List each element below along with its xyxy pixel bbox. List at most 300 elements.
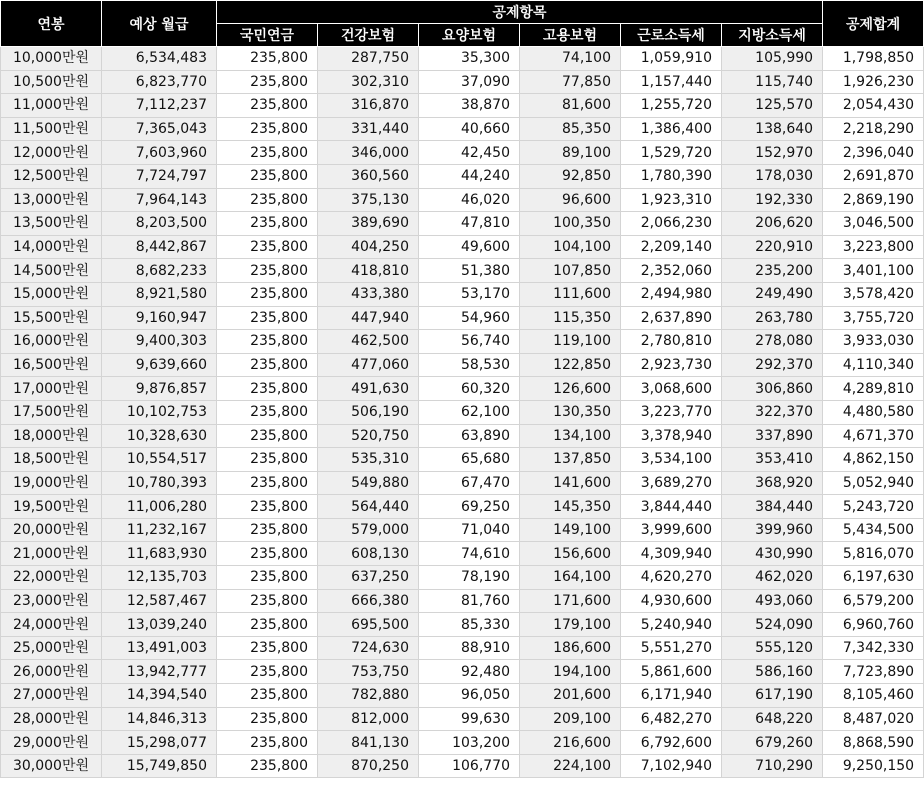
care-cell: 38,870 bbox=[419, 94, 520, 118]
salary-cell: 30,000만원 bbox=[1, 754, 102, 778]
income-tax-cell: 3,534,100 bbox=[621, 448, 722, 472]
table-body bbox=[1, 47, 924, 778]
health-cell: 491,630 bbox=[318, 377, 419, 401]
health-cell: 637,250 bbox=[318, 566, 419, 590]
table-row bbox=[1, 424, 924, 448]
table-row bbox=[1, 94, 924, 118]
monthly-cell: 14,394,540 bbox=[102, 684, 217, 708]
pension-cell: 235,800 bbox=[217, 212, 318, 236]
total-cell: 3,933,030 bbox=[823, 330, 924, 354]
care-cell: 74,610 bbox=[419, 542, 520, 566]
salary-cell: 16,000만원 bbox=[1, 330, 102, 354]
monthly-cell: 13,942,777 bbox=[102, 660, 217, 684]
monthly-cell: 15,298,077 bbox=[102, 731, 217, 755]
total-cell: 1,798,850 bbox=[823, 47, 924, 71]
employment-cell: 141,600 bbox=[520, 471, 621, 495]
local-tax-cell: 192,330 bbox=[722, 188, 823, 212]
care-cell: 67,470 bbox=[419, 471, 520, 495]
income-tax-cell: 6,482,270 bbox=[621, 707, 722, 731]
health-cell: 447,940 bbox=[318, 306, 419, 330]
table-row bbox=[1, 212, 924, 236]
table-row bbox=[1, 613, 924, 637]
pension-cell: 235,800 bbox=[217, 613, 318, 637]
income-tax-cell: 1,386,400 bbox=[621, 117, 722, 141]
local-tax-cell: 462,020 bbox=[722, 566, 823, 590]
total-cell: 9,250,150 bbox=[823, 754, 924, 778]
salary-cell: 11,000만원 bbox=[1, 94, 102, 118]
monthly-cell: 8,442,867 bbox=[102, 235, 217, 259]
table-row bbox=[1, 495, 924, 519]
employment-cell: 107,850 bbox=[520, 259, 621, 283]
salary-cell: 13,000만원 bbox=[1, 188, 102, 212]
local-tax-cell: 249,490 bbox=[722, 282, 823, 306]
monthly-cell: 11,006,280 bbox=[102, 495, 217, 519]
local-tax-cell: 353,410 bbox=[722, 448, 823, 472]
local-tax-cell: 617,190 bbox=[722, 684, 823, 708]
salary-cell: 21,000만원 bbox=[1, 542, 102, 566]
monthly-cell: 13,491,003 bbox=[102, 636, 217, 660]
health-cell: 404,250 bbox=[318, 235, 419, 259]
table-row bbox=[1, 542, 924, 566]
monthly-cell: 13,039,240 bbox=[102, 613, 217, 637]
local-tax-cell: 306,860 bbox=[722, 377, 823, 401]
total-cell: 3,578,420 bbox=[823, 282, 924, 306]
local-tax-cell: 493,060 bbox=[722, 589, 823, 613]
income-tax-cell: 1,529,720 bbox=[621, 141, 722, 165]
table-row bbox=[1, 636, 924, 660]
salary-cell: 23,000만원 bbox=[1, 589, 102, 613]
table-row bbox=[1, 330, 924, 354]
employment-cell: 122,850 bbox=[520, 353, 621, 377]
total-cell: 6,960,760 bbox=[823, 613, 924, 637]
income-tax-cell: 4,930,600 bbox=[621, 589, 722, 613]
employment-cell: 89,100 bbox=[520, 141, 621, 165]
care-cell: 78,190 bbox=[419, 566, 520, 590]
total-cell: 2,691,870 bbox=[823, 164, 924, 188]
local-tax-cell: 138,640 bbox=[722, 117, 823, 141]
pension-cell: 235,800 bbox=[217, 660, 318, 684]
care-cell: 54,960 bbox=[419, 306, 520, 330]
pension-cell: 235,800 bbox=[217, 164, 318, 188]
table-row bbox=[1, 754, 924, 778]
salary-cell: 12,500만원 bbox=[1, 164, 102, 188]
employment-cell: 156,600 bbox=[520, 542, 621, 566]
table-row bbox=[1, 448, 924, 472]
income-tax-cell: 2,780,810 bbox=[621, 330, 722, 354]
income-tax-cell: 6,171,940 bbox=[621, 684, 722, 708]
care-cell: 65,680 bbox=[419, 448, 520, 472]
total-cell: 5,052,940 bbox=[823, 471, 924, 495]
employment-cell: 134,100 bbox=[520, 424, 621, 448]
header-salary: 연봉 bbox=[1, 1, 102, 47]
health-cell: 812,000 bbox=[318, 707, 419, 731]
table-row bbox=[1, 566, 924, 590]
monthly-cell: 9,639,660 bbox=[102, 353, 217, 377]
health-cell: 549,880 bbox=[318, 471, 419, 495]
income-tax-cell: 1,923,310 bbox=[621, 188, 722, 212]
header-care: 요양보험 bbox=[419, 24, 520, 47]
income-tax-cell: 1,780,390 bbox=[621, 164, 722, 188]
pension-cell: 235,800 bbox=[217, 282, 318, 306]
table-row bbox=[1, 707, 924, 731]
health-cell: 316,870 bbox=[318, 94, 419, 118]
income-tax-cell: 1,255,720 bbox=[621, 94, 722, 118]
care-cell: 51,380 bbox=[419, 259, 520, 283]
total-cell: 7,342,330 bbox=[823, 636, 924, 660]
total-cell: 1,926,230 bbox=[823, 70, 924, 94]
monthly-cell: 8,921,580 bbox=[102, 282, 217, 306]
table-row bbox=[1, 117, 924, 141]
pension-cell: 235,800 bbox=[217, 754, 318, 778]
pension-cell: 235,800 bbox=[217, 94, 318, 118]
local-tax-cell: 368,920 bbox=[722, 471, 823, 495]
employment-cell: 224,100 bbox=[520, 754, 621, 778]
health-cell: 389,690 bbox=[318, 212, 419, 236]
salary-cell: 25,000만원 bbox=[1, 636, 102, 660]
salary-cell: 24,000만원 bbox=[1, 613, 102, 637]
local-tax-cell: 322,370 bbox=[722, 400, 823, 424]
total-cell: 3,046,500 bbox=[823, 212, 924, 236]
pension-cell: 235,800 bbox=[217, 377, 318, 401]
local-tax-cell: 524,090 bbox=[722, 613, 823, 637]
income-tax-cell: 3,689,270 bbox=[621, 471, 722, 495]
table-row bbox=[1, 589, 924, 613]
monthly-cell: 10,780,393 bbox=[102, 471, 217, 495]
employment-cell: 96,600 bbox=[520, 188, 621, 212]
local-tax-cell: 384,440 bbox=[722, 495, 823, 519]
income-tax-cell: 2,637,890 bbox=[621, 306, 722, 330]
salary-cell: 17,000만원 bbox=[1, 377, 102, 401]
health-cell: 375,130 bbox=[318, 188, 419, 212]
income-tax-cell: 7,102,940 bbox=[621, 754, 722, 778]
total-cell: 8,105,460 bbox=[823, 684, 924, 708]
care-cell: 56,740 bbox=[419, 330, 520, 354]
local-tax-cell: 292,370 bbox=[722, 353, 823, 377]
table-row bbox=[1, 731, 924, 755]
local-tax-cell: 125,570 bbox=[722, 94, 823, 118]
total-cell: 4,289,810 bbox=[823, 377, 924, 401]
employment-cell: 81,600 bbox=[520, 94, 621, 118]
health-cell: 331,440 bbox=[318, 117, 419, 141]
employment-cell: 179,100 bbox=[520, 613, 621, 637]
local-tax-cell: 235,200 bbox=[722, 259, 823, 283]
monthly-cell: 7,724,797 bbox=[102, 164, 217, 188]
total-cell: 4,862,150 bbox=[823, 448, 924, 472]
income-tax-cell: 1,059,910 bbox=[621, 47, 722, 71]
care-cell: 85,330 bbox=[419, 613, 520, 637]
monthly-cell: 14,846,313 bbox=[102, 707, 217, 731]
local-tax-cell: 105,990 bbox=[722, 47, 823, 71]
employment-cell: 111,600 bbox=[520, 282, 621, 306]
local-tax-cell: 206,620 bbox=[722, 212, 823, 236]
income-tax-cell: 2,066,230 bbox=[621, 212, 722, 236]
care-cell: 47,810 bbox=[419, 212, 520, 236]
health-cell: 506,190 bbox=[318, 400, 419, 424]
care-cell: 92,480 bbox=[419, 660, 520, 684]
total-cell: 8,487,020 bbox=[823, 707, 924, 731]
local-tax-cell: 115,740 bbox=[722, 70, 823, 94]
salary-cell: 28,000만원 bbox=[1, 707, 102, 731]
pension-cell: 235,800 bbox=[217, 259, 318, 283]
table-row bbox=[1, 684, 924, 708]
table-header bbox=[1, 1, 924, 47]
header-health: 건강보험 bbox=[318, 24, 419, 47]
income-tax-cell: 3,068,600 bbox=[621, 377, 722, 401]
total-cell: 6,579,200 bbox=[823, 589, 924, 613]
table-row bbox=[1, 47, 924, 71]
care-cell: 42,450 bbox=[419, 141, 520, 165]
local-tax-cell: 178,030 bbox=[722, 164, 823, 188]
pension-cell: 235,800 bbox=[217, 448, 318, 472]
monthly-cell: 12,587,467 bbox=[102, 589, 217, 613]
income-tax-cell: 5,551,270 bbox=[621, 636, 722, 660]
salary-cell: 20,000만원 bbox=[1, 518, 102, 542]
pension-cell: 235,800 bbox=[217, 188, 318, 212]
care-cell: 81,760 bbox=[419, 589, 520, 613]
care-cell: 69,250 bbox=[419, 495, 520, 519]
employment-cell: 216,600 bbox=[520, 731, 621, 755]
local-tax-cell: 586,160 bbox=[722, 660, 823, 684]
table-row bbox=[1, 377, 924, 401]
income-tax-cell: 3,999,600 bbox=[621, 518, 722, 542]
salary-cell: 10,500만원 bbox=[1, 70, 102, 94]
salary-cell: 18,000만원 bbox=[1, 424, 102, 448]
salary-cell: 13,500만원 bbox=[1, 212, 102, 236]
monthly-cell: 10,328,630 bbox=[102, 424, 217, 448]
salary-cell: 16,500만원 bbox=[1, 353, 102, 377]
health-cell: 579,000 bbox=[318, 518, 419, 542]
health-cell: 535,310 bbox=[318, 448, 419, 472]
local-tax-cell: 337,890 bbox=[722, 424, 823, 448]
local-tax-cell: 278,080 bbox=[722, 330, 823, 354]
total-cell: 2,396,040 bbox=[823, 141, 924, 165]
health-cell: 753,750 bbox=[318, 660, 419, 684]
pension-cell: 235,800 bbox=[217, 306, 318, 330]
pension-cell: 235,800 bbox=[217, 495, 318, 519]
pension-cell: 235,800 bbox=[217, 542, 318, 566]
employment-cell: 186,600 bbox=[520, 636, 621, 660]
health-cell: 346,000 bbox=[318, 141, 419, 165]
total-cell: 2,869,190 bbox=[823, 188, 924, 212]
table-row bbox=[1, 353, 924, 377]
income-tax-cell: 6,792,600 bbox=[621, 731, 722, 755]
monthly-cell: 7,112,237 bbox=[102, 94, 217, 118]
care-cell: 46,020 bbox=[419, 188, 520, 212]
table-row bbox=[1, 164, 924, 188]
employment-cell: 194,100 bbox=[520, 660, 621, 684]
header-monthly: 예상 월급 bbox=[102, 1, 217, 47]
care-cell: 37,090 bbox=[419, 70, 520, 94]
total-cell: 6,197,630 bbox=[823, 566, 924, 590]
table-row bbox=[1, 188, 924, 212]
salary-cell: 18,500만원 bbox=[1, 448, 102, 472]
monthly-cell: 12,135,703 bbox=[102, 566, 217, 590]
health-cell: 360,560 bbox=[318, 164, 419, 188]
salary-cell: 15,500만원 bbox=[1, 306, 102, 330]
salary-cell: 15,000만원 bbox=[1, 282, 102, 306]
total-cell: 4,480,580 bbox=[823, 400, 924, 424]
health-cell: 462,500 bbox=[318, 330, 419, 354]
table-row bbox=[1, 141, 924, 165]
care-cell: 63,890 bbox=[419, 424, 520, 448]
employment-cell: 74,100 bbox=[520, 47, 621, 71]
income-tax-cell: 2,209,140 bbox=[621, 235, 722, 259]
local-tax-cell: 679,260 bbox=[722, 731, 823, 755]
salary-cell: 14,500만원 bbox=[1, 259, 102, 283]
employment-cell: 149,100 bbox=[520, 518, 621, 542]
pension-cell: 235,800 bbox=[217, 707, 318, 731]
pension-cell: 235,800 bbox=[217, 400, 318, 424]
health-cell: 418,810 bbox=[318, 259, 419, 283]
total-cell: 2,054,430 bbox=[823, 94, 924, 118]
salary-cell: 11,500만원 bbox=[1, 117, 102, 141]
total-cell: 5,816,070 bbox=[823, 542, 924, 566]
health-cell: 666,380 bbox=[318, 589, 419, 613]
salary-cell: 26,000만원 bbox=[1, 660, 102, 684]
total-cell: 3,401,100 bbox=[823, 259, 924, 283]
table-row bbox=[1, 235, 924, 259]
local-tax-cell: 555,120 bbox=[722, 636, 823, 660]
monthly-cell: 10,102,753 bbox=[102, 400, 217, 424]
header-income-tax: 근로소득세 bbox=[621, 24, 722, 47]
income-tax-cell: 3,378,940 bbox=[621, 424, 722, 448]
health-cell: 287,750 bbox=[318, 47, 419, 71]
pension-cell: 235,800 bbox=[217, 330, 318, 354]
care-cell: 53,170 bbox=[419, 282, 520, 306]
health-cell: 433,380 bbox=[318, 282, 419, 306]
local-tax-cell: 152,970 bbox=[722, 141, 823, 165]
local-tax-cell: 710,290 bbox=[722, 754, 823, 778]
salary-cell: 12,000만원 bbox=[1, 141, 102, 165]
header-total: 공제합계 bbox=[823, 1, 924, 47]
income-tax-cell: 4,620,270 bbox=[621, 566, 722, 590]
salary-cell: 27,000만원 bbox=[1, 684, 102, 708]
salary-cell: 10,000만원 bbox=[1, 47, 102, 71]
care-cell: 49,600 bbox=[419, 235, 520, 259]
pension-cell: 235,800 bbox=[217, 235, 318, 259]
monthly-cell: 7,365,043 bbox=[102, 117, 217, 141]
local-tax-cell: 263,780 bbox=[722, 306, 823, 330]
local-tax-cell: 648,220 bbox=[722, 707, 823, 731]
pension-cell: 235,800 bbox=[217, 117, 318, 141]
total-cell: 4,671,370 bbox=[823, 424, 924, 448]
care-cell: 40,660 bbox=[419, 117, 520, 141]
income-tax-cell: 2,352,060 bbox=[621, 259, 722, 283]
local-tax-cell: 220,910 bbox=[722, 235, 823, 259]
table-row bbox=[1, 660, 924, 684]
pension-cell: 235,800 bbox=[217, 731, 318, 755]
income-tax-cell: 5,240,940 bbox=[621, 613, 722, 637]
table-row bbox=[1, 282, 924, 306]
pension-cell: 235,800 bbox=[217, 471, 318, 495]
employment-cell: 209,100 bbox=[520, 707, 621, 731]
monthly-cell: 15,749,850 bbox=[102, 754, 217, 778]
health-cell: 870,250 bbox=[318, 754, 419, 778]
monthly-cell: 8,682,233 bbox=[102, 259, 217, 283]
monthly-cell: 9,160,947 bbox=[102, 306, 217, 330]
employment-cell: 145,350 bbox=[520, 495, 621, 519]
employment-cell: 164,100 bbox=[520, 566, 621, 590]
salary-cell: 19,500만원 bbox=[1, 495, 102, 519]
salary-cell: 19,000만원 bbox=[1, 471, 102, 495]
local-tax-cell: 399,960 bbox=[722, 518, 823, 542]
table-row bbox=[1, 471, 924, 495]
pension-cell: 235,800 bbox=[217, 70, 318, 94]
care-cell: 60,320 bbox=[419, 377, 520, 401]
employment-cell: 92,850 bbox=[520, 164, 621, 188]
pension-cell: 235,800 bbox=[217, 353, 318, 377]
care-cell: 103,200 bbox=[419, 731, 520, 755]
header-employment: 고용보험 bbox=[520, 24, 621, 47]
total-cell: 2,218,290 bbox=[823, 117, 924, 141]
salary-cell: 22,000만원 bbox=[1, 566, 102, 590]
income-tax-cell: 3,223,770 bbox=[621, 400, 722, 424]
total-cell: 4,110,340 bbox=[823, 353, 924, 377]
employment-cell: 85,350 bbox=[520, 117, 621, 141]
pension-cell: 235,800 bbox=[217, 518, 318, 542]
health-cell: 302,310 bbox=[318, 70, 419, 94]
salary-cell: 14,000만원 bbox=[1, 235, 102, 259]
total-cell: 3,223,800 bbox=[823, 235, 924, 259]
health-cell: 695,500 bbox=[318, 613, 419, 637]
salary-cell: 29,000만원 bbox=[1, 731, 102, 755]
health-cell: 520,750 bbox=[318, 424, 419, 448]
pension-cell: 235,800 bbox=[217, 636, 318, 660]
care-cell: 96,050 bbox=[419, 684, 520, 708]
health-cell: 841,130 bbox=[318, 731, 419, 755]
monthly-cell: 6,534,483 bbox=[102, 47, 217, 71]
care-cell: 88,910 bbox=[419, 636, 520, 660]
table-row bbox=[1, 70, 924, 94]
total-cell: 3,755,720 bbox=[823, 306, 924, 330]
income-tax-cell: 3,844,440 bbox=[621, 495, 722, 519]
pension-cell: 235,800 bbox=[217, 141, 318, 165]
monthly-cell: 9,876,857 bbox=[102, 377, 217, 401]
salary-cell: 17,500만원 bbox=[1, 400, 102, 424]
header-pension: 국민연금 bbox=[217, 24, 318, 47]
care-cell: 62,100 bbox=[419, 400, 520, 424]
care-cell: 106,770 bbox=[419, 754, 520, 778]
pension-cell: 235,800 bbox=[217, 589, 318, 613]
employment-cell: 130,350 bbox=[520, 400, 621, 424]
table-row bbox=[1, 306, 924, 330]
income-tax-cell: 4,309,940 bbox=[621, 542, 722, 566]
care-cell: 99,630 bbox=[419, 707, 520, 731]
header-local-tax: 지방소득세 bbox=[722, 24, 823, 47]
income-tax-cell: 5,861,600 bbox=[621, 660, 722, 684]
income-tax-cell: 1,157,440 bbox=[621, 70, 722, 94]
monthly-cell: 9,400,303 bbox=[102, 330, 217, 354]
health-cell: 477,060 bbox=[318, 353, 419, 377]
monthly-cell: 7,964,143 bbox=[102, 188, 217, 212]
monthly-cell: 7,603,960 bbox=[102, 141, 217, 165]
employment-cell: 115,350 bbox=[520, 306, 621, 330]
care-cell: 58,530 bbox=[419, 353, 520, 377]
care-cell: 44,240 bbox=[419, 164, 520, 188]
employment-cell: 104,100 bbox=[520, 235, 621, 259]
header-deductions: 공제항목 bbox=[217, 1, 823, 24]
pension-cell: 235,800 bbox=[217, 684, 318, 708]
total-cell: 8,868,590 bbox=[823, 731, 924, 755]
table-row bbox=[1, 518, 924, 542]
monthly-cell: 8,203,500 bbox=[102, 212, 217, 236]
employment-cell: 77,850 bbox=[520, 70, 621, 94]
health-cell: 564,440 bbox=[318, 495, 419, 519]
employment-cell: 126,600 bbox=[520, 377, 621, 401]
pension-cell: 235,800 bbox=[217, 47, 318, 71]
employment-cell: 171,600 bbox=[520, 589, 621, 613]
table-row bbox=[1, 400, 924, 424]
